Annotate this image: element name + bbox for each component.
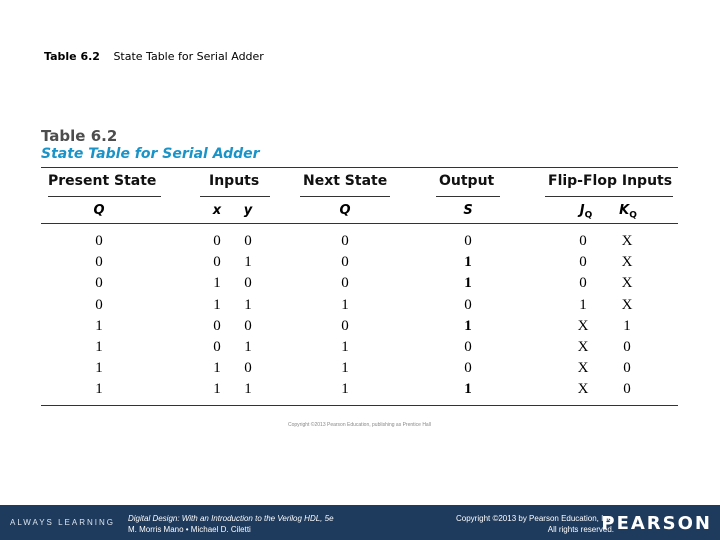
table-caption: State Table for Serial Adder bbox=[41, 146, 260, 162]
col-kq: $K_Q$ bbox=[619, 203, 637, 221]
cell-kq: 0 bbox=[623, 360, 631, 377]
cell-x: 0 bbox=[213, 339, 221, 355]
cell-x: 0 bbox=[213, 254, 221, 271]
slide-title-number: Table 6.2 bbox=[44, 50, 100, 63]
cell-present-q: 1 bbox=[95, 317, 103, 334]
cell-kq: 1 bbox=[623, 317, 631, 334]
col-jq: $J_Q$ bbox=[579, 203, 593, 221]
book-authors: M. Morris Mano • Michael D. Ciletti bbox=[128, 525, 251, 534]
header-rule bbox=[41, 223, 678, 224]
table-bottom-rule bbox=[41, 405, 678, 406]
cell-kq: 0 bbox=[623, 339, 631, 355]
cell-next-q: 0 bbox=[341, 317, 349, 334]
cell-x: 1 bbox=[213, 275, 221, 292]
col-present-q: Q bbox=[93, 203, 105, 218]
cell-x: 0 bbox=[213, 233, 221, 249]
cell-present-q: 1 bbox=[95, 381, 103, 398]
col-y: y bbox=[243, 203, 253, 218]
cell-jq: X bbox=[577, 317, 589, 334]
group-output: Output bbox=[439, 173, 495, 189]
cell-kq: X bbox=[621, 275, 633, 292]
cell-jq: 0 bbox=[579, 254, 587, 271]
cell-y: 1 bbox=[244, 339, 252, 355]
cell-next-q: 1 bbox=[341, 339, 349, 355]
cell-s: 0 bbox=[464, 233, 472, 249]
cell-next-q: 1 bbox=[341, 381, 349, 398]
cell-s: 1 bbox=[464, 254, 472, 271]
cell-s: 0 bbox=[464, 360, 472, 377]
cell-kq: X bbox=[621, 254, 633, 271]
col-s: S bbox=[463, 203, 473, 218]
underline-next-state bbox=[300, 196, 390, 197]
table-heading bbox=[41, 127, 260, 162]
cell-x: 0 bbox=[213, 317, 221, 334]
table-label: Table 6.2 bbox=[41, 127, 118, 145]
copyright-line-2: All rights reserved. bbox=[547, 525, 614, 534]
book-title: Digital Design: With an Introduction to the Verilog HDL, 5e bbox=[128, 514, 334, 523]
cell-jq: X bbox=[577, 381, 589, 398]
copyright-line-1: Copyright ©2013 by Pearson Education, Inc. bbox=[456, 514, 614, 523]
underline-flip-flop-inputs bbox=[545, 196, 673, 197]
pearson-logo: PEARSON bbox=[601, 513, 712, 534]
underline-output bbox=[436, 196, 500, 197]
cell-kq: 0 bbox=[623, 381, 631, 398]
cell-s: 0 bbox=[464, 339, 472, 355]
cell-s: 0 bbox=[464, 296, 472, 313]
figure-copyright: Copyright ©2013 Pearson Education, publishing as Prentice Hall bbox=[288, 422, 431, 428]
cell-present-q: 0 bbox=[95, 275, 103, 292]
table-top-rule bbox=[41, 167, 678, 168]
group-present-state: Present State bbox=[48, 173, 157, 189]
cell-jq: 0 bbox=[579, 275, 587, 292]
cell-present-q: 1 bbox=[95, 360, 103, 377]
cell-kq: X bbox=[621, 296, 633, 313]
book-info bbox=[128, 513, 334, 535]
cell-y: 1 bbox=[244, 296, 252, 313]
cell-x: 1 bbox=[213, 381, 221, 398]
slide-title bbox=[44, 50, 264, 63]
cell-next-q: 1 bbox=[341, 296, 349, 313]
cell-kq: X bbox=[621, 233, 633, 249]
underline-present-state bbox=[48, 196, 161, 197]
cell-next-q: 0 bbox=[341, 275, 349, 292]
always-learning-label: ALWAYS LEARNING bbox=[10, 518, 115, 527]
cell-next-q: 0 bbox=[341, 233, 349, 249]
underline-inputs bbox=[200, 196, 270, 197]
col-x: x bbox=[212, 203, 222, 218]
cell-y: 0 bbox=[244, 360, 252, 377]
footer-bar bbox=[0, 505, 720, 540]
cell-next-q: 1 bbox=[341, 360, 349, 377]
cell-s: 1 bbox=[464, 275, 472, 292]
footer-copyright bbox=[456, 513, 614, 535]
cell-jq: 0 bbox=[579, 233, 587, 249]
cell-present-q: 0 bbox=[95, 233, 103, 249]
cell-jq: X bbox=[577, 339, 589, 355]
cell-x: 1 bbox=[213, 360, 221, 377]
cell-next-q: 0 bbox=[341, 254, 349, 271]
group-flip-flop-inputs: Flip-Flop Inputs bbox=[548, 173, 673, 189]
cell-y: 1 bbox=[244, 381, 252, 398]
cell-s: 1 bbox=[464, 317, 472, 334]
cell-jq: 1 bbox=[579, 296, 587, 313]
col-next-q: Q bbox=[339, 203, 351, 218]
group-next-state: Next State bbox=[303, 173, 388, 189]
cell-jq: X bbox=[577, 360, 589, 377]
cell-present-q: 1 bbox=[95, 339, 103, 355]
cell-x: 1 bbox=[213, 296, 221, 313]
cell-present-q: 0 bbox=[95, 254, 103, 271]
cell-present-q: 0 bbox=[95, 296, 103, 313]
cell-y: 0 bbox=[244, 317, 252, 334]
cell-y: 1 bbox=[244, 254, 252, 271]
group-inputs: Inputs bbox=[209, 173, 260, 189]
cell-y: 0 bbox=[244, 275, 252, 292]
cell-y: 0 bbox=[244, 233, 252, 249]
slide-title-text: State Table for Serial Adder bbox=[113, 50, 264, 63]
cell-s: 1 bbox=[464, 381, 472, 398]
